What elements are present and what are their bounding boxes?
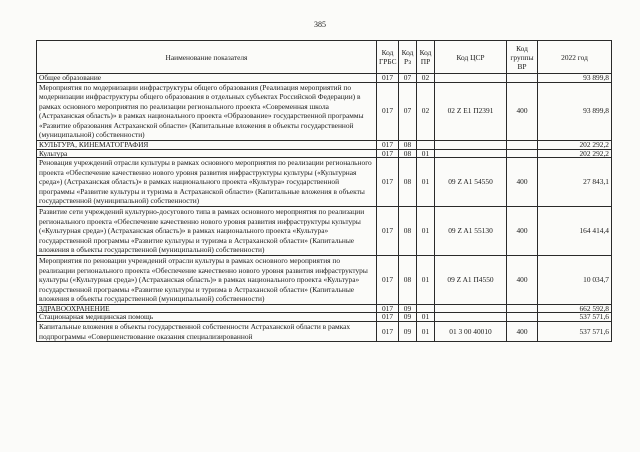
header-amount: 2022 год	[538, 41, 612, 74]
header-csr: Код ЦСР	[435, 41, 507, 74]
header-grbs: Код ГРБС	[377, 41, 399, 74]
row-name: ЗДРАВООХРАНЕНИЕ	[37, 304, 377, 313]
row-pr: 01	[417, 321, 435, 341]
row-vr	[507, 74, 538, 83]
row-pr: 01	[417, 256, 435, 305]
row-vr: 400	[507, 207, 538, 256]
row-csr	[435, 304, 507, 313]
row-name: Развитие сети учреждений культурно-досугового типа в рамках основного мероприятия по реализации регионального проекта «Обеспечение качественно нового уровня развития инфраструктуры культуры («Культурная среда») (Астраханская область)» в рамках национального проекта «Культура» государственной программы «Развитие культуры и туризма в Астраханской области» (Капитальные вложения в объекты государственной (муниципальной) собственности)	[37, 207, 377, 256]
row-amount: 164 414,4	[538, 207, 612, 256]
row-amount: 93 899,8	[538, 82, 612, 141]
row-rz: 08	[399, 158, 417, 207]
row-vr: 400	[507, 158, 538, 207]
row-grbs: 017	[377, 256, 399, 305]
row-grbs: 017	[377, 141, 399, 150]
page-number: 385	[314, 20, 326, 29]
table-row	[37, 313, 612, 322]
row-amount: 537 571,6	[538, 321, 612, 341]
budget-table	[36, 40, 612, 342]
row-grbs: 017	[377, 207, 399, 256]
row-rz: 09	[399, 321, 417, 341]
row-pr: 01	[417, 149, 435, 158]
row-rz: 08	[399, 149, 417, 158]
row-pr	[417, 141, 435, 150]
table-row	[37, 321, 612, 341]
row-vr	[507, 304, 538, 313]
row-grbs: 017	[377, 149, 399, 158]
row-csr: 09 Z A1 55130	[435, 207, 507, 256]
row-grbs: 017	[377, 158, 399, 207]
header-rz: Код Рз	[399, 41, 417, 74]
row-amount: 27 843,1	[538, 158, 612, 207]
row-vr: 400	[507, 256, 538, 305]
row-rz: 08	[399, 207, 417, 256]
row-rz: 09	[399, 304, 417, 313]
row-vr	[507, 149, 538, 158]
table-row	[37, 74, 612, 83]
row-csr: 09 Z A1 54550	[435, 158, 507, 207]
row-csr	[435, 313, 507, 322]
table-row	[37, 158, 612, 207]
header-pr: Код ПР	[417, 41, 435, 74]
row-name: Общее образование	[37, 74, 377, 83]
table-header-row	[37, 41, 612, 74]
row-pr: 02	[417, 82, 435, 141]
row-rz: 08	[399, 256, 417, 305]
row-vr	[507, 313, 538, 322]
row-pr: 01	[417, 207, 435, 256]
header-name: Наименование показателя	[37, 41, 377, 74]
row-csr	[435, 141, 507, 150]
row-csr: 02 Z E1 П2391	[435, 82, 507, 141]
row-name: КУЛЬТУРА, КИНЕМАТОГРАФИЯ	[37, 141, 377, 150]
header-vr: Код группы ВР	[507, 41, 538, 74]
row-vr: 400	[507, 321, 538, 341]
row-amount: 202 292,2	[538, 141, 612, 150]
table-row	[37, 149, 612, 158]
row-grbs: 017	[377, 313, 399, 322]
row-grbs: 017	[377, 321, 399, 341]
table-row	[37, 256, 612, 305]
row-grbs: 017	[377, 74, 399, 83]
row-name: Культура	[37, 149, 377, 158]
table-row	[37, 207, 612, 256]
row-rz: 08	[399, 141, 417, 150]
row-vr: 400	[507, 82, 538, 141]
row-rz: 07	[399, 74, 417, 83]
row-name: Мероприятия по модернизации инфраструктуры общего образования (Реализация мероприятий по модернизации инфраструктуры общего образования в отдельных субъектах Российской Федерации) в рамках основного мероприятия по реализации регионального проекта «Современная школа (Астраханская область)» в рамках национального проекта «Образование» государственной программы «Развитие образования Астраханской области» (Капитальные вложения в объекты государственной (муниципальной) собственности)	[37, 82, 377, 141]
row-name: Мероприятия по реновации учреждений отрасли культуры в рамках основного мероприятия по реализации регионального проекта «Обеспечение качественно нового уровня развития инфраструктуры культуры («Культурная среда») (Астраханская область)» в рамках национального проекта «Культура» государственной программы «Развитие культуры и туризма в Астраханской области» (Капитальные вложения в объекты государственной (муниципальной) собственности)	[37, 256, 377, 305]
row-pr: 02	[417, 74, 435, 83]
row-vr	[507, 141, 538, 150]
row-amount: 93 899,8	[538, 74, 612, 83]
row-rz: 07	[399, 82, 417, 141]
row-name: Стационарная медицинская помощь	[37, 313, 377, 322]
row-csr	[435, 149, 507, 158]
row-csr: 09 Z A1 П4550	[435, 256, 507, 305]
row-amount: 537 571,6	[538, 313, 612, 322]
row-pr: 01	[417, 313, 435, 322]
table-row	[37, 82, 612, 141]
row-amount: 662 592,8	[538, 304, 612, 313]
row-csr	[435, 74, 507, 83]
row-csr: 01 3 00 40010	[435, 321, 507, 341]
row-grbs: 017	[377, 82, 399, 141]
row-pr: 01	[417, 158, 435, 207]
row-amount: 10 034,7	[538, 256, 612, 305]
row-rz: 09	[399, 313, 417, 322]
table-row	[37, 141, 612, 150]
row-amount: 202 292,2	[538, 149, 612, 158]
row-name: Капитальные вложения в объекты государственной собственности Астраханской области в рамках подпрограммы «Совершенствование оказания специализированной	[37, 321, 377, 341]
row-name: Реновация учреждений отрасли культуры в рамках основного мероприятия по реализации регионального проекта «Обеспечение качественно нового уровня развития инфраструктуры культуры («Культурная среда») (Астраханская область)» в рамках национального проекта «Культура» государственной программы «Развитие культуры и туризма в Астраханской области» (Капитальные вложения в объекты государственной (муниципальной) собственности)	[37, 158, 377, 207]
row-grbs: 017	[377, 304, 399, 313]
